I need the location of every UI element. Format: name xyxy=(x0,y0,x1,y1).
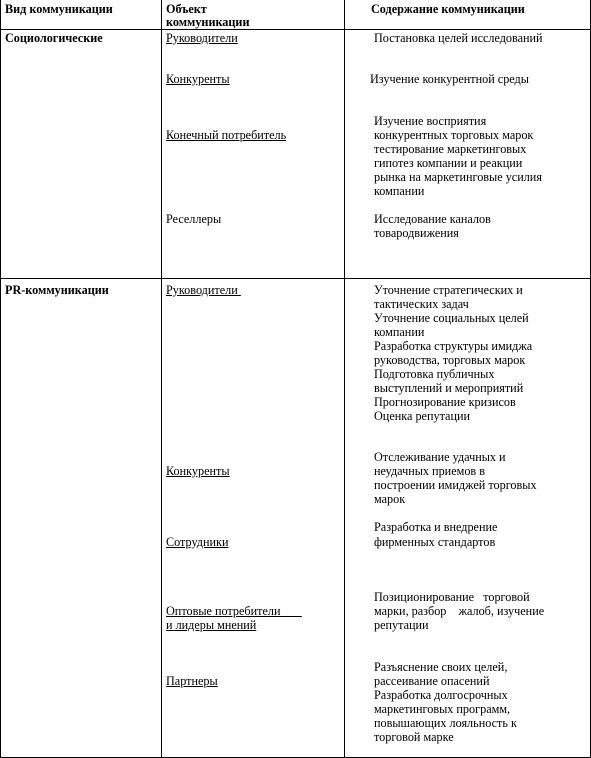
content-line: торговой марке xyxy=(374,730,454,744)
section-divider xyxy=(0,278,591,279)
object-label: Конкуренты xyxy=(166,464,230,478)
object-label: Сотрудники xyxy=(166,535,229,549)
content-line: Уточнение стратегических и xyxy=(374,283,523,297)
content-line: Изучение восприятия xyxy=(374,114,487,128)
content-line: Прогнозирование кризисов xyxy=(374,395,516,409)
content-line: неудачных приемов в xyxy=(374,464,485,478)
content-line: Разработка и внедрение xyxy=(374,520,498,534)
object-label: Руководители xyxy=(166,31,238,45)
content-line: Разработка структуры имиджа xyxy=(374,339,533,353)
section-type-label: PR-коммуникации xyxy=(5,283,109,297)
content-line: рынка на маркетинговые усилия xyxy=(374,170,542,184)
object-label: Конечный потребитель xyxy=(166,128,287,142)
content-line: Постановка целей исследований xyxy=(374,31,543,45)
content-line: маркетинговых программ, xyxy=(374,702,511,716)
header-object-line2: коммуникации xyxy=(166,15,250,29)
object-label: Руководители xyxy=(166,283,241,297)
content-line: Исследование каналов xyxy=(374,212,491,226)
content-line: Подготовка публичных xyxy=(374,367,495,381)
content-line: руководства, торговых марок xyxy=(374,353,526,367)
content-line: Изучение конкурентной среды xyxy=(370,72,529,86)
content-line: Разработка долгосрочных xyxy=(374,688,508,702)
header-object-line1: Объект xyxy=(166,2,207,16)
content-line: компании xyxy=(374,325,425,339)
content-line: тестирование маркетинговых xyxy=(374,142,527,156)
content-line: товародвижения xyxy=(374,226,459,240)
content-line: Разъяснение своих целей, xyxy=(374,660,508,674)
content-line: компании xyxy=(374,184,425,198)
header-divider xyxy=(0,29,591,30)
content-line: рассеивание опасений xyxy=(374,674,490,688)
content-line: конкурентных торговых марок xyxy=(374,128,534,142)
header-content: Содержание коммуникации xyxy=(371,2,525,16)
content-line: фирменных стандартов xyxy=(374,535,496,549)
object-label: Партнеры xyxy=(166,674,218,688)
content-line: Отслеживание удачных и xyxy=(374,450,506,464)
content-line: репутации xyxy=(374,618,429,632)
content-line: Оценка репутации xyxy=(374,409,471,423)
object-label: Конкуренты xyxy=(166,72,230,86)
header-type: Вид коммуникации xyxy=(5,2,113,16)
content-line: повышающих лояльность к xyxy=(374,716,517,730)
content-line: тактических задач xyxy=(374,297,469,311)
content-line: марки, разбор жалоб, изучение xyxy=(374,604,545,618)
content-line: Уточнение социальных целей xyxy=(374,311,529,325)
column-divider-2 xyxy=(344,0,345,758)
content-line: построении имиджей торговых xyxy=(374,478,537,492)
content-line: марок xyxy=(374,492,406,506)
object-label: Реселлеры xyxy=(166,212,222,226)
content-line: выступлений и мероприятий xyxy=(374,381,524,395)
object-label: Оптовые потребители xyxy=(166,604,302,618)
content-line: Позиционирование торговой xyxy=(374,590,530,604)
section-type-label: Социологические xyxy=(5,31,103,45)
column-divider-1 xyxy=(161,0,162,758)
table-border-left xyxy=(0,0,1,758)
content-line: гипотез компании и реакции xyxy=(374,156,523,170)
object-label: и лидеры мнений xyxy=(166,618,257,632)
